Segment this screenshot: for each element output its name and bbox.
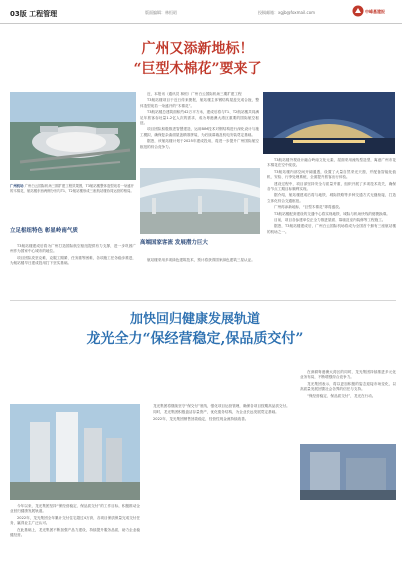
article1-subhead-center: 高端国家客流 发展潜力巨大: [140, 240, 208, 246]
paragraph: 项目团队攻坚克难，克服工期紧、任务重等困难，各项施工任务稳步推进，为航站楼早日建成投用打下坚实基础。: [10, 255, 136, 266]
office-building-photo: [300, 444, 396, 500]
paragraph: 据悉，T3航站楼建成后，广州白云国际机场将成为全国首个拥有三座航站楼的机场之一。: [267, 224, 396, 234]
article1-headline-line1: 广州又添新地标！: [141, 41, 254, 57]
paragraph: 据悉，该航站楼计划于2025年建成投用，将进一步提升广州国际航空枢纽的综合竞争力。: [140, 139, 259, 149]
paragraph: T3航站楼项目于近日传来捷报，航站楼主体钢结构屋盖完成合拢，整体造型宛若一朵盛开的“木棉花”。: [140, 98, 259, 108]
paragraph: T3航站楼建成后将为广州打造国际航空枢纽提供有力支撑，进一步巩固广州作为国家中心城市的地位。: [10, 244, 136, 254]
article2-body-right: [300, 370, 396, 400]
editor-credit: 版面编辑：林恒昭: [145, 10, 177, 15]
residential-towers-illustration: [10, 404, 140, 500]
article1-body-center: [140, 92, 259, 151]
paragraph: 今年以来，龙光集团坚持“保经营稳定、保品质交付”的工作目标，积极推动企业回归健康发展轨道。: [10, 504, 140, 514]
paragraph: T3航站楼内部空间开阔通透，设置了大量自然采光天窗，并配备智能化值机、安检、行李处理系统，全面提升旅客出行体验。: [267, 169, 396, 180]
article1-body-center-b: [140, 258, 260, 264]
terminal-night-illustration: [263, 92, 395, 154]
paragraph: 龙光集团将继续坚守“保交付”底线，强化项目运营管理，确保各项目按期高品质交付。: [153, 404, 290, 408]
paragraph: 广州再添新地标，“巨型木棉花”即将盛放。: [274, 205, 343, 210]
office-building-illustration: [300, 444, 396, 500]
terminal-interior-illustration: [140, 168, 260, 234]
caption-lead: 广州机场: [10, 184, 24, 188]
paragraph: 目前，项目各参建单位正全力推进屋面、幕墙及室内装修等工程施工。: [274, 218, 386, 223]
airport-aerial-photo: [10, 92, 136, 180]
photo-caption: [10, 184, 136, 194]
paragraph: T3航站楼配套建设的交通中心将实现地铁、城际与机场快线的便捷换乘。: [274, 211, 390, 216]
terminal-night-photo: [263, 92, 395, 154]
paragraph: 龙光集团表示，将以更加积极的姿态迎接市场变化，以高质量发展回馈社会各界的信任与支持。: [300, 381, 396, 392]
paragraph: 建设过程中，项目部坚持安全与质量并重，组织开展了多项技术攻关，确保各节点工期目标顺利实现。: [267, 181, 396, 192]
paragraph: 项目团队积极推进智慧建造，运用BIM技术对钢结构进行深化设计与施工模拟，确保复杂曲面屋盖精准拼装，为后续幕墙及机电安装奠定基础。: [140, 127, 259, 137]
article1-headline-line2: “巨型木棉花”要来了: [133, 61, 262, 77]
contact-email: 投稿邮箱：xgjb@foxmail.com: [258, 10, 316, 15]
article1-body-left: [10, 244, 136, 268]
paragraph: 在深耕粤港澳大湾区的同时，龙光集团持续推进多元化业务布局，不断增强综合竞争力。: [300, 370, 396, 380]
residential-towers-photo: [10, 404, 140, 500]
article2-headline-line1: 加快回归健康发展轨道: [129, 312, 260, 327]
paragraph: 据介绍，航站楼建成后将与地铁、城际铁路等多种交通方式无缝衔接，打造立体化综合交通枢纽。: [267, 193, 396, 203]
section-divider: [10, 300, 396, 301]
article1-subhead-left: 立足枢纽特色 彰显岭南气质: [10, 228, 78, 234]
paragraph: 近，本报讯（通讯员 林恒）广州白云国际机场三期扩建工程: [147, 92, 242, 96]
logo-text: 中峰基建报: [365, 9, 385, 14]
newspaper-logo: [352, 5, 398, 19]
paragraph: T3航站楼总建筑面积约42万平方米，建成后将与T1、T2航站楼共同满足年旅客吞吐量1.2亿人次的需求，成为粤港澳大湾区重要的国际航空枢纽。: [140, 110, 259, 126]
article2-headline-line2: 龙光全力“保经营稳定,保品质交付”: [86, 331, 304, 347]
paragraph: T3航站楼外观设计融合岭南文化元素，屋面采用流线型造型，寓意广州市花木棉花在空中绽放。: [267, 158, 396, 168]
issue-label: 03版 工程管理: [10, 10, 58, 18]
paragraph: “保经营稳定、保品质交付”，龙光在行动。: [307, 393, 376, 398]
article2-body-center: [146, 404, 294, 423]
paragraph: 2022年，龙光集团销售回款稳定，经营性现金流持续改善。: [153, 416, 249, 421]
logo-mark-icon: [352, 5, 364, 17]
article2-body-left: [10, 504, 140, 539]
paragraph: 航站楼采用多项绿色建筑技术，预计将获得国家绿色建筑三星认证。: [147, 258, 255, 262]
page-header: [0, 0, 402, 24]
caption-text: 广州白云国际机场三期扩建工程效果图，T3航站楼整体造型宛若一朵盛开的木棉花，航站楼东西两侧分别与T1、T2航站楼形成三座航站楼协同运营的格局。: [10, 184, 134, 193]
article1-body-right: [267, 158, 396, 236]
paragraph: 同时，龙光集团积极盘活存量资产，优化债务结构，为企业长远发展奠定基础。: [153, 410, 279, 415]
paragraph: 2022年，龙光集团全年累计交付住宅超过4万套，各项目保质保量完成交付任务，赢得业主广泛认可。: [10, 515, 140, 526]
article2-headline: [45, 312, 345, 349]
terminal-interior-photo: [140, 168, 260, 234]
article1-headline: [70, 40, 325, 78]
airport-aerial-illustration: [10, 92, 136, 180]
paragraph: 在此基础上，龙光集团不断加强产品力建设，持续提升服务品质，助力企业稳健经营。: [10, 527, 140, 538]
